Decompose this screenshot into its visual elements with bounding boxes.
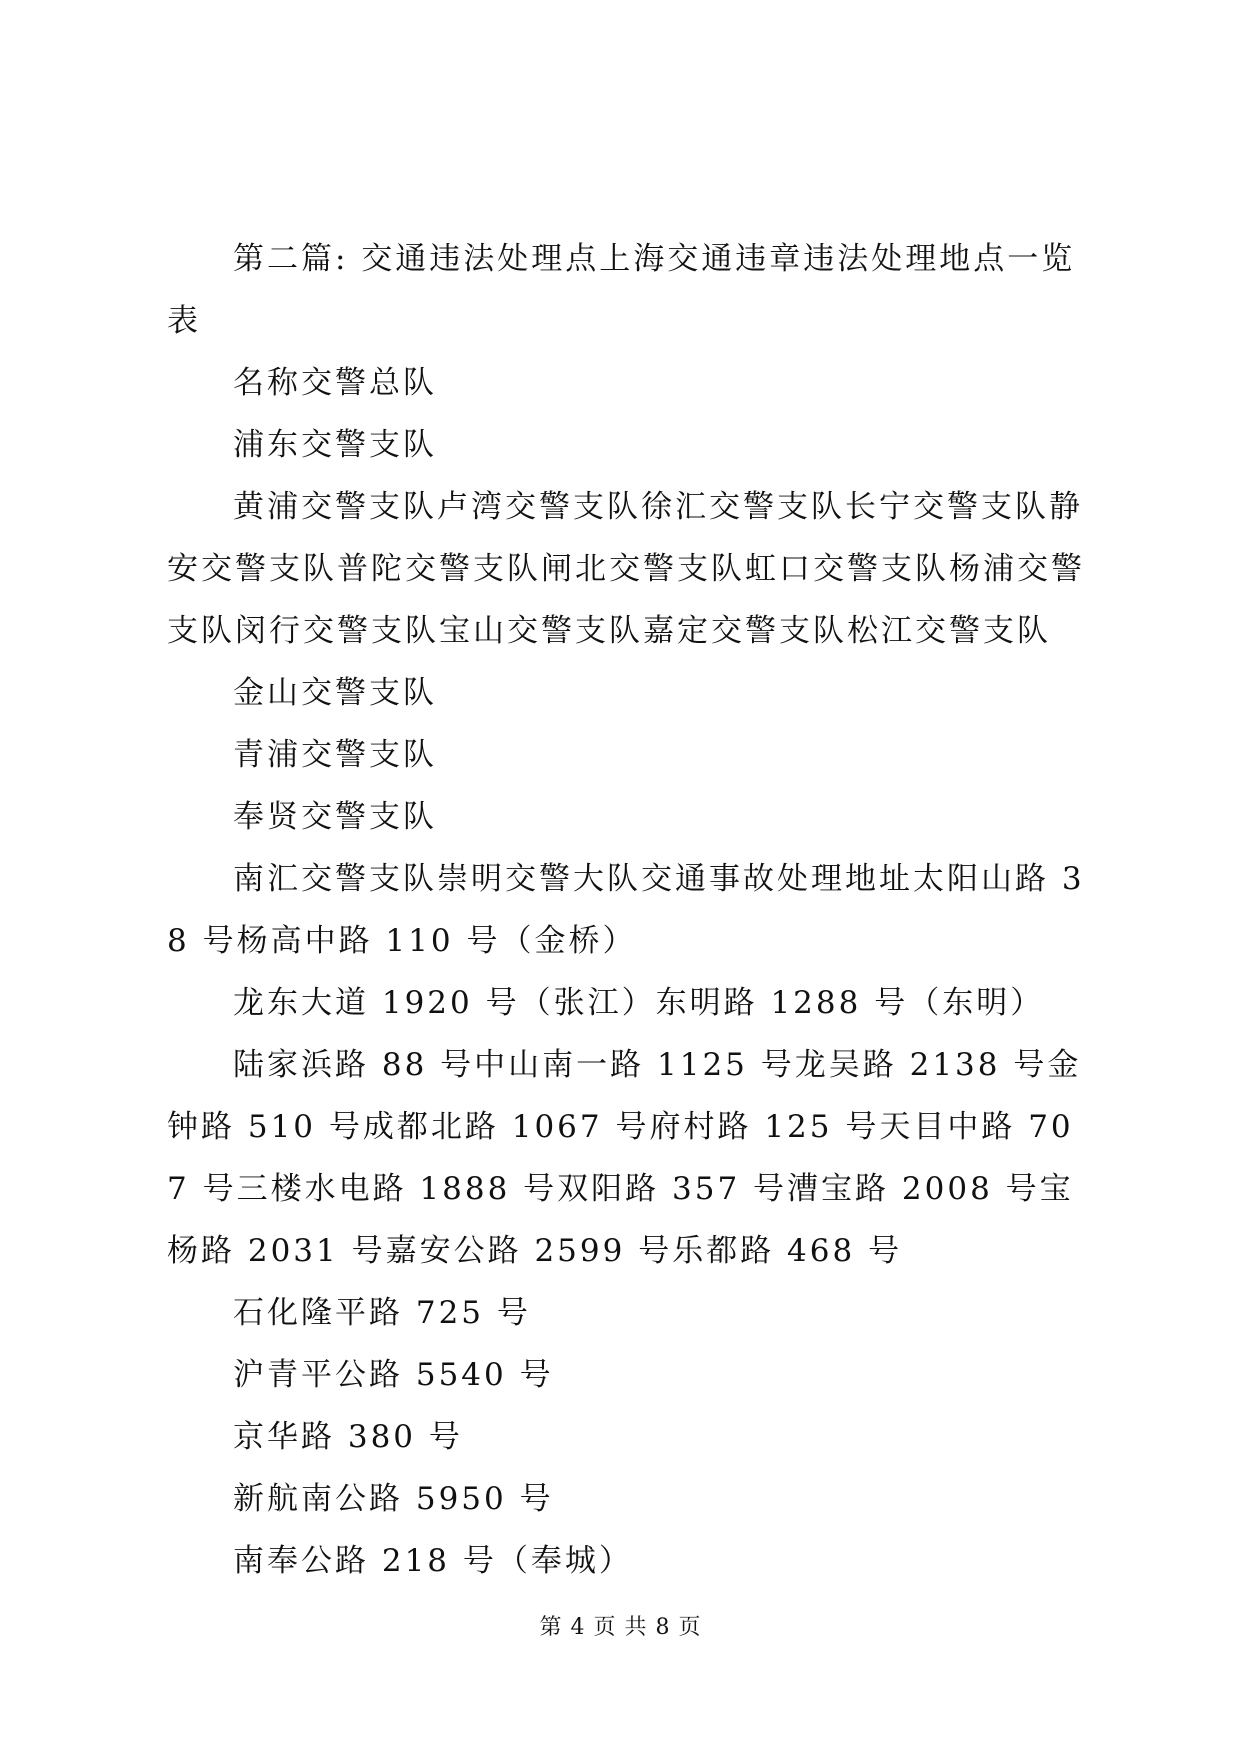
paragraph-title: 第二篇: 交通违法处理点上海交通违章违法处理地点一览表	[167, 241, 1076, 339]
page-number-footer: 第 4 页 共 8 页	[539, 1615, 702, 1640]
paragraph: 京华路 380 号	[233, 1419, 463, 1455]
paragraph: 金山交警支队	[233, 675, 437, 711]
paragraph: 龙东大道 1920 号（张江）东明路 1288 号（东明）	[233, 985, 1045, 1021]
paragraph: 名称交警总队	[233, 365, 437, 401]
paragraph: 奉贤交警支队	[233, 799, 437, 835]
paragraph: 南汇交警支队崇明交警大队交通事故处理地址太阳山路 38 号杨高中路 110 号（金桥）	[167, 861, 1085, 959]
paragraph: 黄浦交警支队卢湾交警支队徐汇交警支队长宁交警支队静安交警支队普陀交警支队闸北交警支队虹口交警支队杨浦交警支队闵行交警支队宝山交警支队嘉定交警支队松江交警支队	[167, 489, 1085, 649]
paragraph: 沪青平公路 5540 号	[233, 1357, 554, 1393]
paragraph: 浦东交警支队	[233, 427, 437, 463]
paragraph: 石化隆平路 725 号	[233, 1295, 531, 1331]
paragraph: 陆家浜路 88 号中山南一路 1125 号龙吴路 2138 号金钟路 510 号成都北路 1067 号府村路 125 号天目中路 707 号三楼水电路 1888 号双阳路 357 号漕宝路 2008 号宝杨路 2031 号嘉安公路 2599 号乐都路 468 号	[167, 1047, 1082, 1269]
paragraph: 新航南公路 5950 号	[233, 1481, 554, 1517]
document-body	[167, 228, 1087, 1592]
paragraph: 南奉公路 218 号（奉城）	[233, 1543, 633, 1579]
paragraph: 青浦交警支队	[233, 737, 437, 773]
